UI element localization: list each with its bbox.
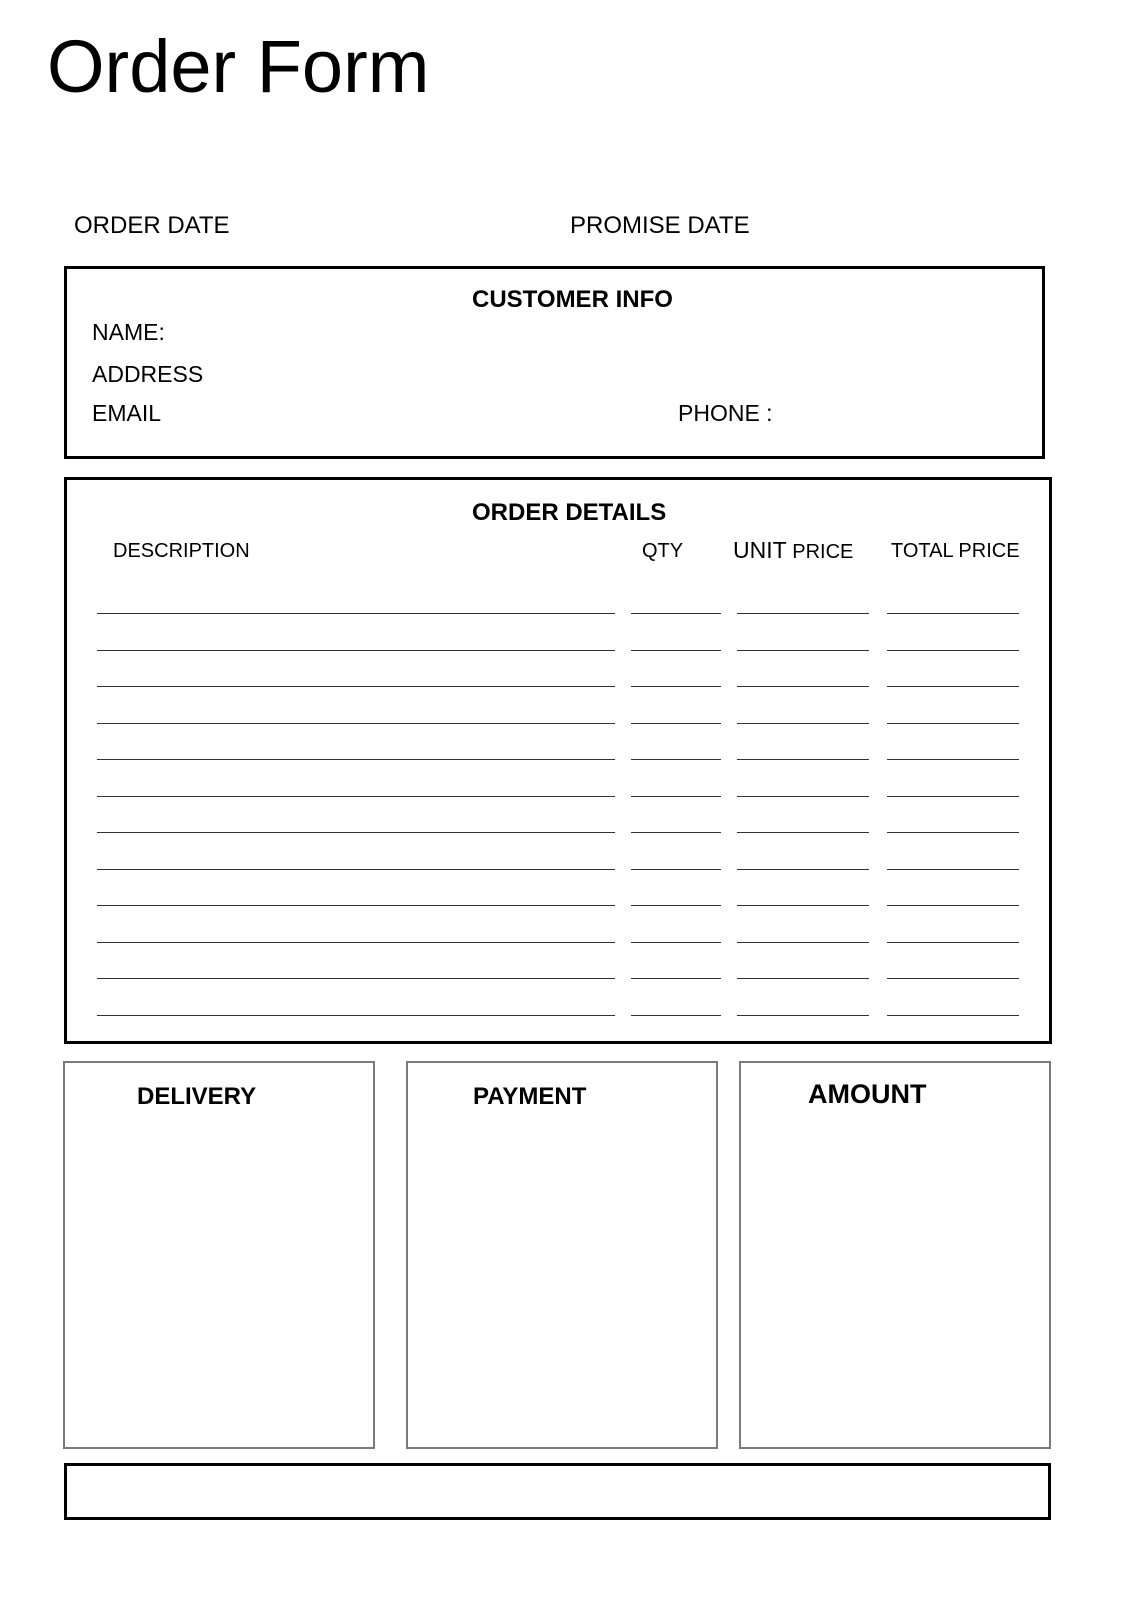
order-line-total-price[interactable] (887, 759, 1019, 760)
order-line-total-price[interactable] (887, 650, 1019, 651)
order-line-qty[interactable] (631, 759, 721, 760)
column-header-description: DESCRIPTION (113, 540, 250, 562)
order-line-unit-price[interactable] (737, 942, 869, 943)
order-line-qty[interactable] (631, 978, 721, 979)
page-title: Order Form (47, 25, 430, 108)
order-line-unit-price[interactable] (737, 759, 869, 760)
customer-info-box (64, 266, 1045, 459)
column-header-total-price: TOTAL PRICE (891, 540, 1020, 562)
payment-heading: PAYMENT (473, 1083, 587, 1110)
order-line-total-price[interactable] (887, 796, 1019, 797)
amount-heading: AMOUNT (808, 1079, 927, 1109)
order-line-unit-price[interactable] (737, 650, 869, 651)
order-line-description[interactable] (97, 650, 615, 651)
order-line-total-price[interactable] (887, 613, 1019, 614)
order-line-unit-price[interactable] (737, 613, 869, 614)
email-label: EMAIL (92, 400, 162, 426)
order-line-qty[interactable] (631, 650, 721, 651)
address-label: ADDRESS (92, 361, 204, 387)
order-details-heading: ORDER DETAILS (472, 499, 667, 526)
order-line-description[interactable] (97, 978, 615, 979)
order-line-qty[interactable] (631, 1015, 721, 1016)
order-line-total-price[interactable] (887, 723, 1019, 724)
order-line-qty[interactable] (631, 723, 721, 724)
order-line-unit-price[interactable] (737, 905, 869, 906)
order-line-total-price[interactable] (887, 905, 1019, 906)
footer-box (64, 1463, 1051, 1520)
order-line-description[interactable] (97, 832, 615, 833)
order-line-qty[interactable] (631, 832, 721, 833)
order-line-qty[interactable] (631, 942, 721, 943)
order-line-description[interactable] (97, 759, 615, 760)
order-line-total-price[interactable] (887, 978, 1019, 979)
order-line-description[interactable] (97, 686, 615, 687)
order-line-description[interactable] (97, 905, 615, 906)
order-line-description[interactable] (97, 1015, 615, 1016)
amount-panel (739, 1061, 1051, 1449)
order-line-total-price[interactable] (887, 869, 1019, 870)
order-line-qty[interactable] (631, 796, 721, 797)
order-line-description[interactable] (97, 942, 615, 943)
customer-info-heading: CUSTOMER INFO (472, 286, 673, 313)
order-line-description[interactable] (97, 796, 615, 797)
phone-label: PHONE : (678, 400, 773, 426)
order-line-description[interactable] (97, 613, 615, 614)
order-line-unit-price[interactable] (737, 869, 869, 870)
order-line-unit-price[interactable] (737, 832, 869, 833)
order-line-total-price[interactable] (887, 832, 1019, 833)
order-details-box (64, 477, 1052, 1044)
order-line-unit-price[interactable] (737, 686, 869, 687)
order-line-total-price[interactable] (887, 686, 1019, 687)
order-line-total-price[interactable] (887, 942, 1019, 943)
promise-date-label: PROMISE DATE (570, 212, 750, 239)
order-date-label: ORDER DATE (74, 212, 230, 239)
unit-price-price-text: PRICE (792, 541, 854, 563)
order-line-qty[interactable] (631, 613, 721, 614)
unit-price-unit-text: UNIT (733, 537, 787, 563)
order-line-description[interactable] (97, 869, 615, 870)
column-header-unit-price (733, 539, 853, 562)
order-line-unit-price[interactable] (737, 1015, 869, 1016)
column-header-qty: QTY (642, 540, 684, 562)
order-line-unit-price[interactable] (737, 796, 869, 797)
order-line-unit-price[interactable] (737, 723, 869, 724)
delivery-heading: DELIVERY (137, 1083, 257, 1110)
order-line-qty[interactable] (631, 869, 721, 870)
payment-panel (406, 1061, 718, 1449)
order-line-total-price[interactable] (887, 1015, 1019, 1016)
order-line-qty[interactable] (631, 686, 721, 687)
name-label: NAME: (92, 319, 165, 345)
order-line-description[interactable] (97, 723, 615, 724)
order-line-qty[interactable] (631, 905, 721, 906)
delivery-panel (63, 1061, 375, 1449)
order-line-unit-price[interactable] (737, 978, 869, 979)
